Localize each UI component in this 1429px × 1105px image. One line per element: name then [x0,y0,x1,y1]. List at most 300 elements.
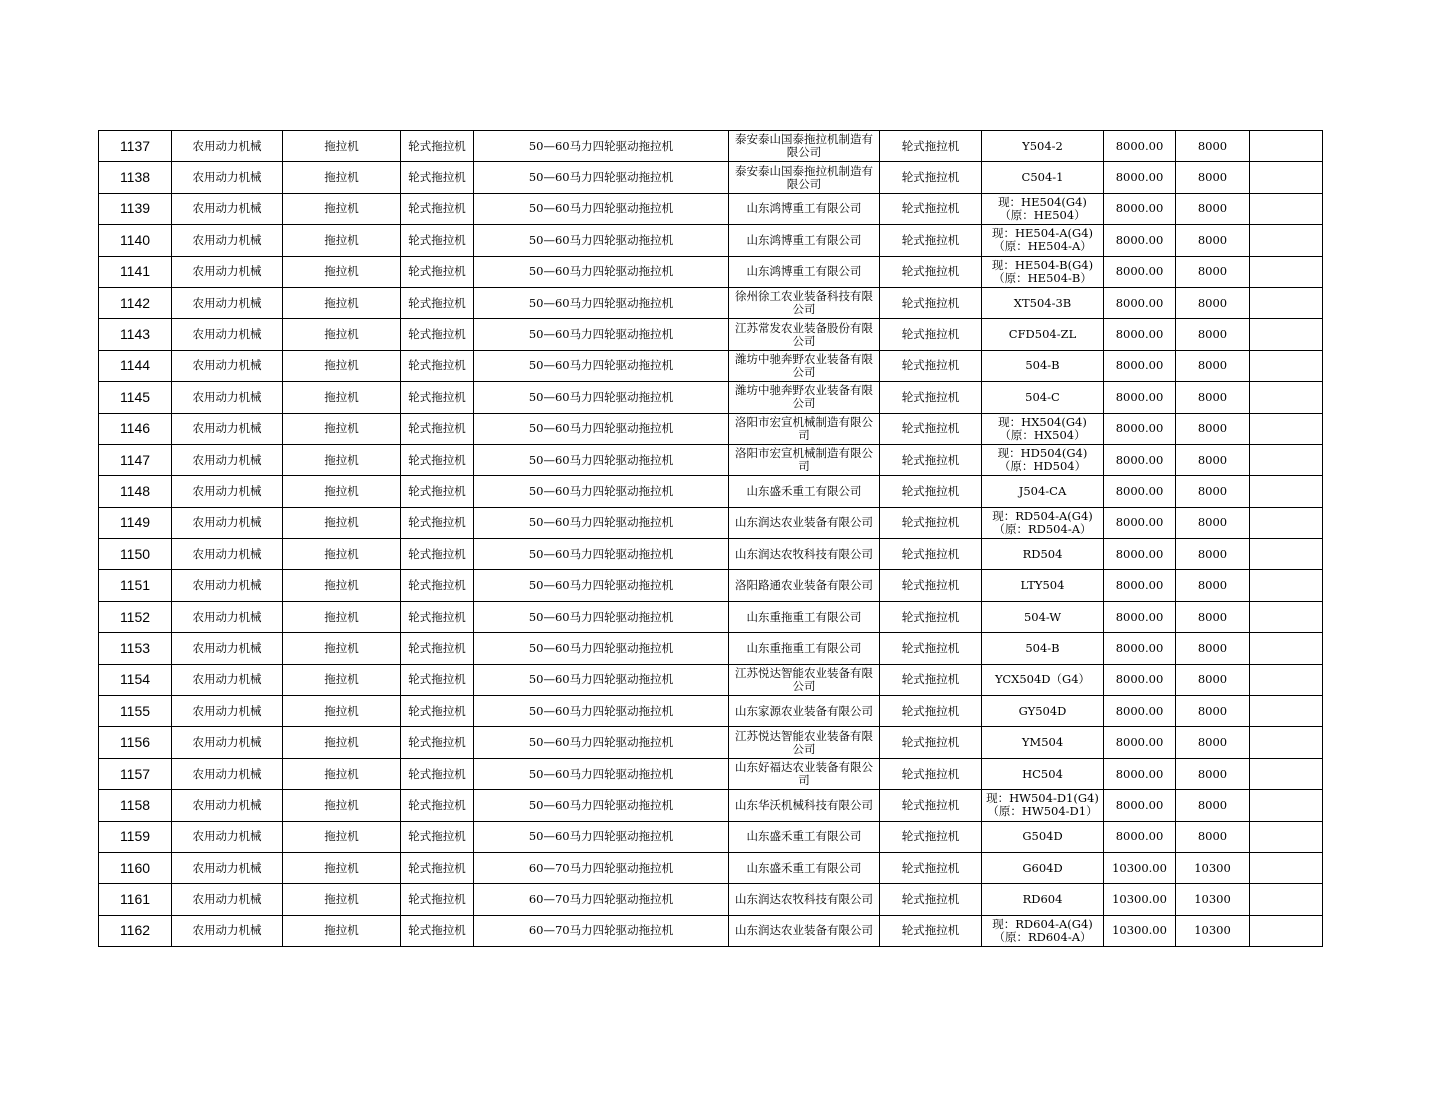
manufacturer-cell: 山东华沃机械科技有限公司 [729,790,880,821]
grade-cell: 50—60马力四轮驱动拖拉机 [474,476,729,507]
grade-cell: 60—70马力四轮驱动拖拉机 [474,852,729,883]
model-cell: 现：HX504(G4)（原：HX504） [982,413,1104,444]
table-row [99,570,1323,601]
category-cell: 农用动力机械 [172,664,283,695]
subsidy-cell: 10300.00 [1104,915,1176,946]
subsidy-cell: 8000.00 [1104,570,1176,601]
amount-cell: 10300 [1176,884,1250,915]
grade-cell: 50—60马力四轮驱动拖拉机 [474,382,729,413]
subsidy-cell: 8000.00 [1104,413,1176,444]
manufacturer-cell: 山东好福达农业装备有限公司 [729,758,880,789]
grade-cell: 50—60马力四轮驱动拖拉机 [474,319,729,350]
amount-cell: 8000 [1176,476,1250,507]
category-cell: 农用动力机械 [172,601,283,632]
amount-cell: 8000 [1176,287,1250,318]
subtype-cell: 轮式拖拉机 [401,131,474,162]
grade-cell: 50—60马力四轮驱动拖拉机 [474,256,729,287]
manufacturer-cell: 江苏悦达智能农业装备有限公司 [729,664,880,695]
model-cell: 现：HE504-A(G4)（原：HE504-A） [982,225,1104,256]
product-name-cell: 轮式拖拉机 [880,570,982,601]
grade-cell: 60—70马力四轮驱动拖拉机 [474,915,729,946]
model-cell: CFD504-ZL [982,319,1104,350]
grade-cell: 50—60马力四轮驱动拖拉机 [474,727,729,758]
subtype-cell: 轮式拖拉机 [401,225,474,256]
machine-type-cell: 拖拉机 [283,256,401,287]
row-number-cell: 1139 [99,193,172,224]
subtype-cell: 轮式拖拉机 [401,852,474,883]
grade-cell: 50—60马力四轮驱动拖拉机 [474,444,729,475]
product-name-cell: 轮式拖拉机 [880,790,982,821]
category-cell: 农用动力机械 [172,382,283,413]
table-row [99,539,1323,570]
model-cell: Y504-2 [982,131,1104,162]
subtype-cell: 轮式拖拉机 [401,476,474,507]
category-cell: 农用动力机械 [172,319,283,350]
amount-cell: 8000 [1176,193,1250,224]
manufacturer-cell: 山东重拖重工有限公司 [729,601,880,632]
grade-cell: 50—60马力四轮驱动拖拉机 [474,131,729,162]
model-cell: 504-W [982,601,1104,632]
category-cell: 农用动力机械 [172,758,283,789]
subsidy-cell: 8000.00 [1104,256,1176,287]
category-cell: 农用动力机械 [172,476,283,507]
product-name-cell: 轮式拖拉机 [880,758,982,789]
product-name-cell: 轮式拖拉机 [880,256,982,287]
note-cell [1250,539,1323,570]
row-number-cell: 1137 [99,131,172,162]
table-row [99,444,1323,475]
subtype-cell: 轮式拖拉机 [401,507,474,538]
note-cell [1250,601,1323,632]
subsidy-cell: 8000.00 [1104,758,1176,789]
category-cell: 农用动力机械 [172,350,283,381]
table-row [99,319,1323,350]
subtype-cell: 轮式拖拉机 [401,413,474,444]
product-name-cell: 轮式拖拉机 [880,915,982,946]
amount-cell: 8000 [1176,350,1250,381]
model-cell: 现：HD504(G4)（原：HD504） [982,444,1104,475]
table-body [99,131,1323,947]
row-number-cell: 1142 [99,287,172,318]
category-cell: 农用动力机械 [172,633,283,664]
table-row [99,758,1323,789]
machine-type-cell: 拖拉机 [283,915,401,946]
subtype-cell: 轮式拖拉机 [401,915,474,946]
category-cell: 农用动力机械 [172,539,283,570]
machine-type-cell: 拖拉机 [283,539,401,570]
note-cell [1250,413,1323,444]
subtype-cell: 轮式拖拉机 [401,256,474,287]
model-cell: 504-B [982,633,1104,664]
grade-cell: 50—60马力四轮驱动拖拉机 [474,507,729,538]
row-number-cell: 1155 [99,696,172,727]
row-number-cell: 1141 [99,256,172,287]
manufacturer-cell: 江苏悦达智能农业装备有限公司 [729,727,880,758]
note-cell [1250,664,1323,695]
note-cell [1250,758,1323,789]
note-cell [1250,915,1323,946]
grade-cell: 50—60马力四轮驱动拖拉机 [474,413,729,444]
product-name-cell: 轮式拖拉机 [880,193,982,224]
manufacturer-cell: 江苏常发农业装备股份有限公司 [729,319,880,350]
note-cell [1250,382,1323,413]
table-row [99,915,1323,946]
note-cell [1250,193,1323,224]
manufacturer-cell: 徐州徐工农业装备科技有限公司 [729,287,880,318]
category-cell: 农用动力机械 [172,884,283,915]
row-number-cell: 1144 [99,350,172,381]
row-number-cell: 1149 [99,507,172,538]
machine-type-cell: 拖拉机 [283,507,401,538]
manufacturer-cell: 山东润达农牧科技有限公司 [729,539,880,570]
note-cell [1250,633,1323,664]
subsidy-cell: 8000.00 [1104,225,1176,256]
product-name-cell: 轮式拖拉机 [880,162,982,193]
model-cell: LTY504 [982,570,1104,601]
row-number-cell: 1138 [99,162,172,193]
model-cell: GY504D [982,696,1104,727]
model-cell: J504-CA [982,476,1104,507]
table-row [99,131,1323,162]
subtype-cell: 轮式拖拉机 [401,162,474,193]
note-cell [1250,476,1323,507]
machine-type-cell: 拖拉机 [283,193,401,224]
machine-type-cell: 拖拉机 [283,350,401,381]
category-cell: 农用动力机械 [172,821,283,852]
manufacturer-cell: 泰安泰山国泰拖拉机制造有限公司 [729,162,880,193]
grade-cell: 50—60马力四轮驱动拖拉机 [474,570,729,601]
amount-cell: 8000 [1176,131,1250,162]
product-name-cell: 轮式拖拉机 [880,507,982,538]
machine-type-cell: 拖拉机 [283,821,401,852]
machine-type-cell: 拖拉机 [283,476,401,507]
row-number-cell: 1154 [99,664,172,695]
machine-type-cell: 拖拉机 [283,727,401,758]
subtype-cell: 轮式拖拉机 [401,193,474,224]
subtype-cell: 轮式拖拉机 [401,570,474,601]
model-cell: 504-B [982,350,1104,381]
row-number-cell: 1161 [99,884,172,915]
product-name-cell: 轮式拖拉机 [880,287,982,318]
subsidy-cell: 8000.00 [1104,162,1176,193]
grade-cell: 50—60马力四轮驱动拖拉机 [474,758,729,789]
machine-type-cell: 拖拉机 [283,852,401,883]
manufacturer-cell: 潍坊中驰奔野农业装备有限公司 [729,350,880,381]
note-cell [1250,727,1323,758]
subtype-cell: 轮式拖拉机 [401,319,474,350]
note-cell [1250,319,1323,350]
machine-type-cell: 拖拉机 [283,664,401,695]
amount-cell: 8000 [1176,601,1250,632]
table-row [99,664,1323,695]
note-cell [1250,821,1323,852]
amount-cell: 8000 [1176,319,1250,350]
category-cell: 农用动力机械 [172,162,283,193]
category-cell: 农用动力机械 [172,852,283,883]
category-cell: 农用动力机械 [172,225,283,256]
category-cell: 农用动力机械 [172,413,283,444]
amount-cell: 8000 [1176,382,1250,413]
product-name-cell: 轮式拖拉机 [880,884,982,915]
model-cell: 现：RD604-A(G4)（原：RD604-A） [982,915,1104,946]
grade-cell: 50—60马力四轮驱动拖拉机 [474,225,729,256]
amount-cell: 8000 [1176,413,1250,444]
table-row [99,193,1323,224]
row-number-cell: 1158 [99,790,172,821]
subsidy-cell: 8000.00 [1104,382,1176,413]
product-name-cell: 轮式拖拉机 [880,382,982,413]
product-name-cell: 轮式拖拉机 [880,633,982,664]
manufacturer-cell: 山东盛禾重工有限公司 [729,476,880,507]
model-cell: 现：RD504-A(G4)（原：RD504-A） [982,507,1104,538]
note-cell [1250,790,1323,821]
note-cell [1250,162,1323,193]
row-number-cell: 1157 [99,758,172,789]
subsidy-cell: 8000.00 [1104,476,1176,507]
manufacturer-cell: 山东润达农牧科技有限公司 [729,884,880,915]
subsidy-cell: 8000.00 [1104,507,1176,538]
machine-type-cell: 拖拉机 [283,162,401,193]
table-row [99,287,1323,318]
subsidy-cell: 8000.00 [1104,821,1176,852]
machine-type-cell: 拖拉机 [283,225,401,256]
subtype-cell: 轮式拖拉机 [401,758,474,789]
subsidy-cell: 8000.00 [1104,790,1176,821]
amount-cell: 8000 [1176,570,1250,601]
table-row [99,790,1323,821]
subtype-cell: 轮式拖拉机 [401,382,474,413]
manufacturer-cell: 山东重拖重工有限公司 [729,633,880,664]
model-cell: 现：HW504-D1(G4)（原：HW504-D1） [982,790,1104,821]
manufacturer-cell: 山东鸿博重工有限公司 [729,193,880,224]
table-row [99,884,1323,915]
model-cell: RD604 [982,884,1104,915]
row-number-cell: 1146 [99,413,172,444]
row-number-cell: 1160 [99,852,172,883]
grade-cell: 50—60马力四轮驱动拖拉机 [474,601,729,632]
amount-cell: 10300 [1176,915,1250,946]
amount-cell: 8000 [1176,507,1250,538]
row-number-cell: 1147 [99,444,172,475]
category-cell: 农用动力机械 [172,444,283,475]
amount-cell: 8000 [1176,444,1250,475]
manufacturer-cell: 山东鸿博重工有限公司 [729,225,880,256]
subsidy-cell: 8000.00 [1104,444,1176,475]
note-cell [1250,131,1323,162]
note-cell [1250,256,1323,287]
note-cell [1250,225,1323,256]
product-name-cell: 轮式拖拉机 [880,696,982,727]
subsidy-cell: 8000.00 [1104,601,1176,632]
amount-cell: 8000 [1176,727,1250,758]
category-cell: 农用动力机械 [172,570,283,601]
manufacturer-cell: 山东家源农业装备有限公司 [729,696,880,727]
grade-cell: 50—60马力四轮驱动拖拉机 [474,790,729,821]
machine-type-cell: 拖拉机 [283,570,401,601]
subsidy-cell: 10300.00 [1104,884,1176,915]
table-row [99,350,1323,381]
note-cell [1250,852,1323,883]
table-row [99,507,1323,538]
subtype-cell: 轮式拖拉机 [401,539,474,570]
subtype-cell: 轮式拖拉机 [401,884,474,915]
note-cell [1250,570,1323,601]
table-row [99,256,1323,287]
product-name-cell: 轮式拖拉机 [880,664,982,695]
table-row [99,696,1323,727]
model-cell: C504-1 [982,162,1104,193]
machine-type-cell: 拖拉机 [283,633,401,664]
model-cell: YM504 [982,727,1104,758]
product-name-cell: 轮式拖拉机 [880,476,982,507]
machine-type-cell: 拖拉机 [283,601,401,632]
machine-type-cell: 拖拉机 [283,696,401,727]
row-number-cell: 1162 [99,915,172,946]
subtype-cell: 轮式拖拉机 [401,790,474,821]
amount-cell: 8000 [1176,256,1250,287]
product-name-cell: 轮式拖拉机 [880,413,982,444]
machine-type-cell: 拖拉机 [283,382,401,413]
row-number-cell: 1150 [99,539,172,570]
amount-cell: 8000 [1176,821,1250,852]
subsidy-cell: 8000.00 [1104,287,1176,318]
subsidy-cell: 8000.00 [1104,696,1176,727]
row-number-cell: 1159 [99,821,172,852]
row-number-cell: 1156 [99,727,172,758]
category-cell: 农用动力机械 [172,256,283,287]
subsidy-cell: 8000.00 [1104,727,1176,758]
subsidy-cell: 8000.00 [1104,539,1176,570]
amount-cell: 8000 [1176,162,1250,193]
row-number-cell: 1153 [99,633,172,664]
table-row [99,633,1323,664]
row-number-cell: 1151 [99,570,172,601]
product-name-cell: 轮式拖拉机 [880,319,982,350]
amount-cell: 8000 [1176,633,1250,664]
table-row [99,382,1323,413]
subsidy-cell: 8000.00 [1104,319,1176,350]
machine-type-cell: 拖拉机 [283,413,401,444]
subsidy-table [98,130,1323,947]
category-cell: 农用动力机械 [172,727,283,758]
note-cell [1250,444,1323,475]
subtype-cell: 轮式拖拉机 [401,696,474,727]
subtype-cell: 轮式拖拉机 [401,633,474,664]
category-cell: 农用动力机械 [172,193,283,224]
subsidy-cell: 8000.00 [1104,131,1176,162]
grade-cell: 50—60马力四轮驱动拖拉机 [474,633,729,664]
grade-cell: 50—60马力四轮驱动拖拉机 [474,193,729,224]
machine-type-cell: 拖拉机 [283,319,401,350]
table-row [99,852,1323,883]
manufacturer-cell: 山东盛禾重工有限公司 [729,821,880,852]
grade-cell: 50—60马力四轮驱动拖拉机 [474,696,729,727]
category-cell: 农用动力机械 [172,790,283,821]
model-cell: HC504 [982,758,1104,789]
grade-cell: 50—60马力四轮驱动拖拉机 [474,539,729,570]
model-cell: 504-C [982,382,1104,413]
row-number-cell: 1145 [99,382,172,413]
product-name-cell: 轮式拖拉机 [880,727,982,758]
model-cell: XT504-3B [982,287,1104,318]
product-name-cell: 轮式拖拉机 [880,821,982,852]
product-name-cell: 轮式拖拉机 [880,852,982,883]
note-cell [1250,884,1323,915]
table-row [99,413,1323,444]
category-cell: 农用动力机械 [172,507,283,538]
subsidy-cell: 8000.00 [1104,193,1176,224]
machine-type-cell: 拖拉机 [283,287,401,318]
row-number-cell: 1148 [99,476,172,507]
category-cell: 农用动力机械 [172,915,283,946]
note-cell [1250,696,1323,727]
grade-cell: 50—60马力四轮驱动拖拉机 [474,162,729,193]
product-name-cell: 轮式拖拉机 [880,444,982,475]
row-number-cell: 1152 [99,601,172,632]
category-cell: 农用动力机械 [172,696,283,727]
grade-cell: 60—70马力四轮驱动拖拉机 [474,884,729,915]
model-cell: 现：HE504-B(G4)（原：HE504-B） [982,256,1104,287]
model-cell: G504D [982,821,1104,852]
subtype-cell: 轮式拖拉机 [401,444,474,475]
table-row [99,225,1323,256]
machine-type-cell: 拖拉机 [283,790,401,821]
amount-cell: 8000 [1176,758,1250,789]
model-cell: G604D [982,852,1104,883]
subtype-cell: 轮式拖拉机 [401,601,474,632]
machine-type-cell: 拖拉机 [283,884,401,915]
row-number-cell: 1140 [99,225,172,256]
subtype-cell: 轮式拖拉机 [401,287,474,318]
grade-cell: 50—60马力四轮驱动拖拉机 [474,664,729,695]
amount-cell: 10300 [1176,852,1250,883]
amount-cell: 8000 [1176,696,1250,727]
machine-type-cell: 拖拉机 [283,758,401,789]
note-cell [1250,350,1323,381]
table-row [99,821,1323,852]
manufacturer-cell: 山东盛禾重工有限公司 [729,852,880,883]
table-row [99,162,1323,193]
subtype-cell: 轮式拖拉机 [401,350,474,381]
amount-cell: 8000 [1176,539,1250,570]
model-cell: YCX504D（G4） [982,664,1104,695]
note-cell [1250,507,1323,538]
machine-type-cell: 拖拉机 [283,131,401,162]
product-name-cell: 轮式拖拉机 [880,131,982,162]
category-cell: 农用动力机械 [172,131,283,162]
subsidy-cell: 10300.00 [1104,852,1176,883]
manufacturer-cell: 洛阳路通农业装备有限公司 [729,570,880,601]
category-cell: 农用动力机械 [172,287,283,318]
grade-cell: 50—60马力四轮驱动拖拉机 [474,350,729,381]
manufacturer-cell: 洛阳市宏宣机械制造有限公司 [729,413,880,444]
product-name-cell: 轮式拖拉机 [880,601,982,632]
note-cell [1250,287,1323,318]
product-name-cell: 轮式拖拉机 [880,225,982,256]
subsidy-cell: 8000.00 [1104,350,1176,381]
table-row [99,601,1323,632]
manufacturer-cell: 潍坊中驰奔野农业装备有限公司 [729,382,880,413]
manufacturer-cell: 山东润达农业装备有限公司 [729,915,880,946]
manufacturer-cell: 泰安泰山国泰拖拉机制造有限公司 [729,131,880,162]
amount-cell: 8000 [1176,790,1250,821]
amount-cell: 8000 [1176,225,1250,256]
subtype-cell: 轮式拖拉机 [401,664,474,695]
amount-cell: 8000 [1176,664,1250,695]
grade-cell: 50—60马力四轮驱动拖拉机 [474,287,729,318]
table-row [99,727,1323,758]
model-cell: RD504 [982,539,1104,570]
